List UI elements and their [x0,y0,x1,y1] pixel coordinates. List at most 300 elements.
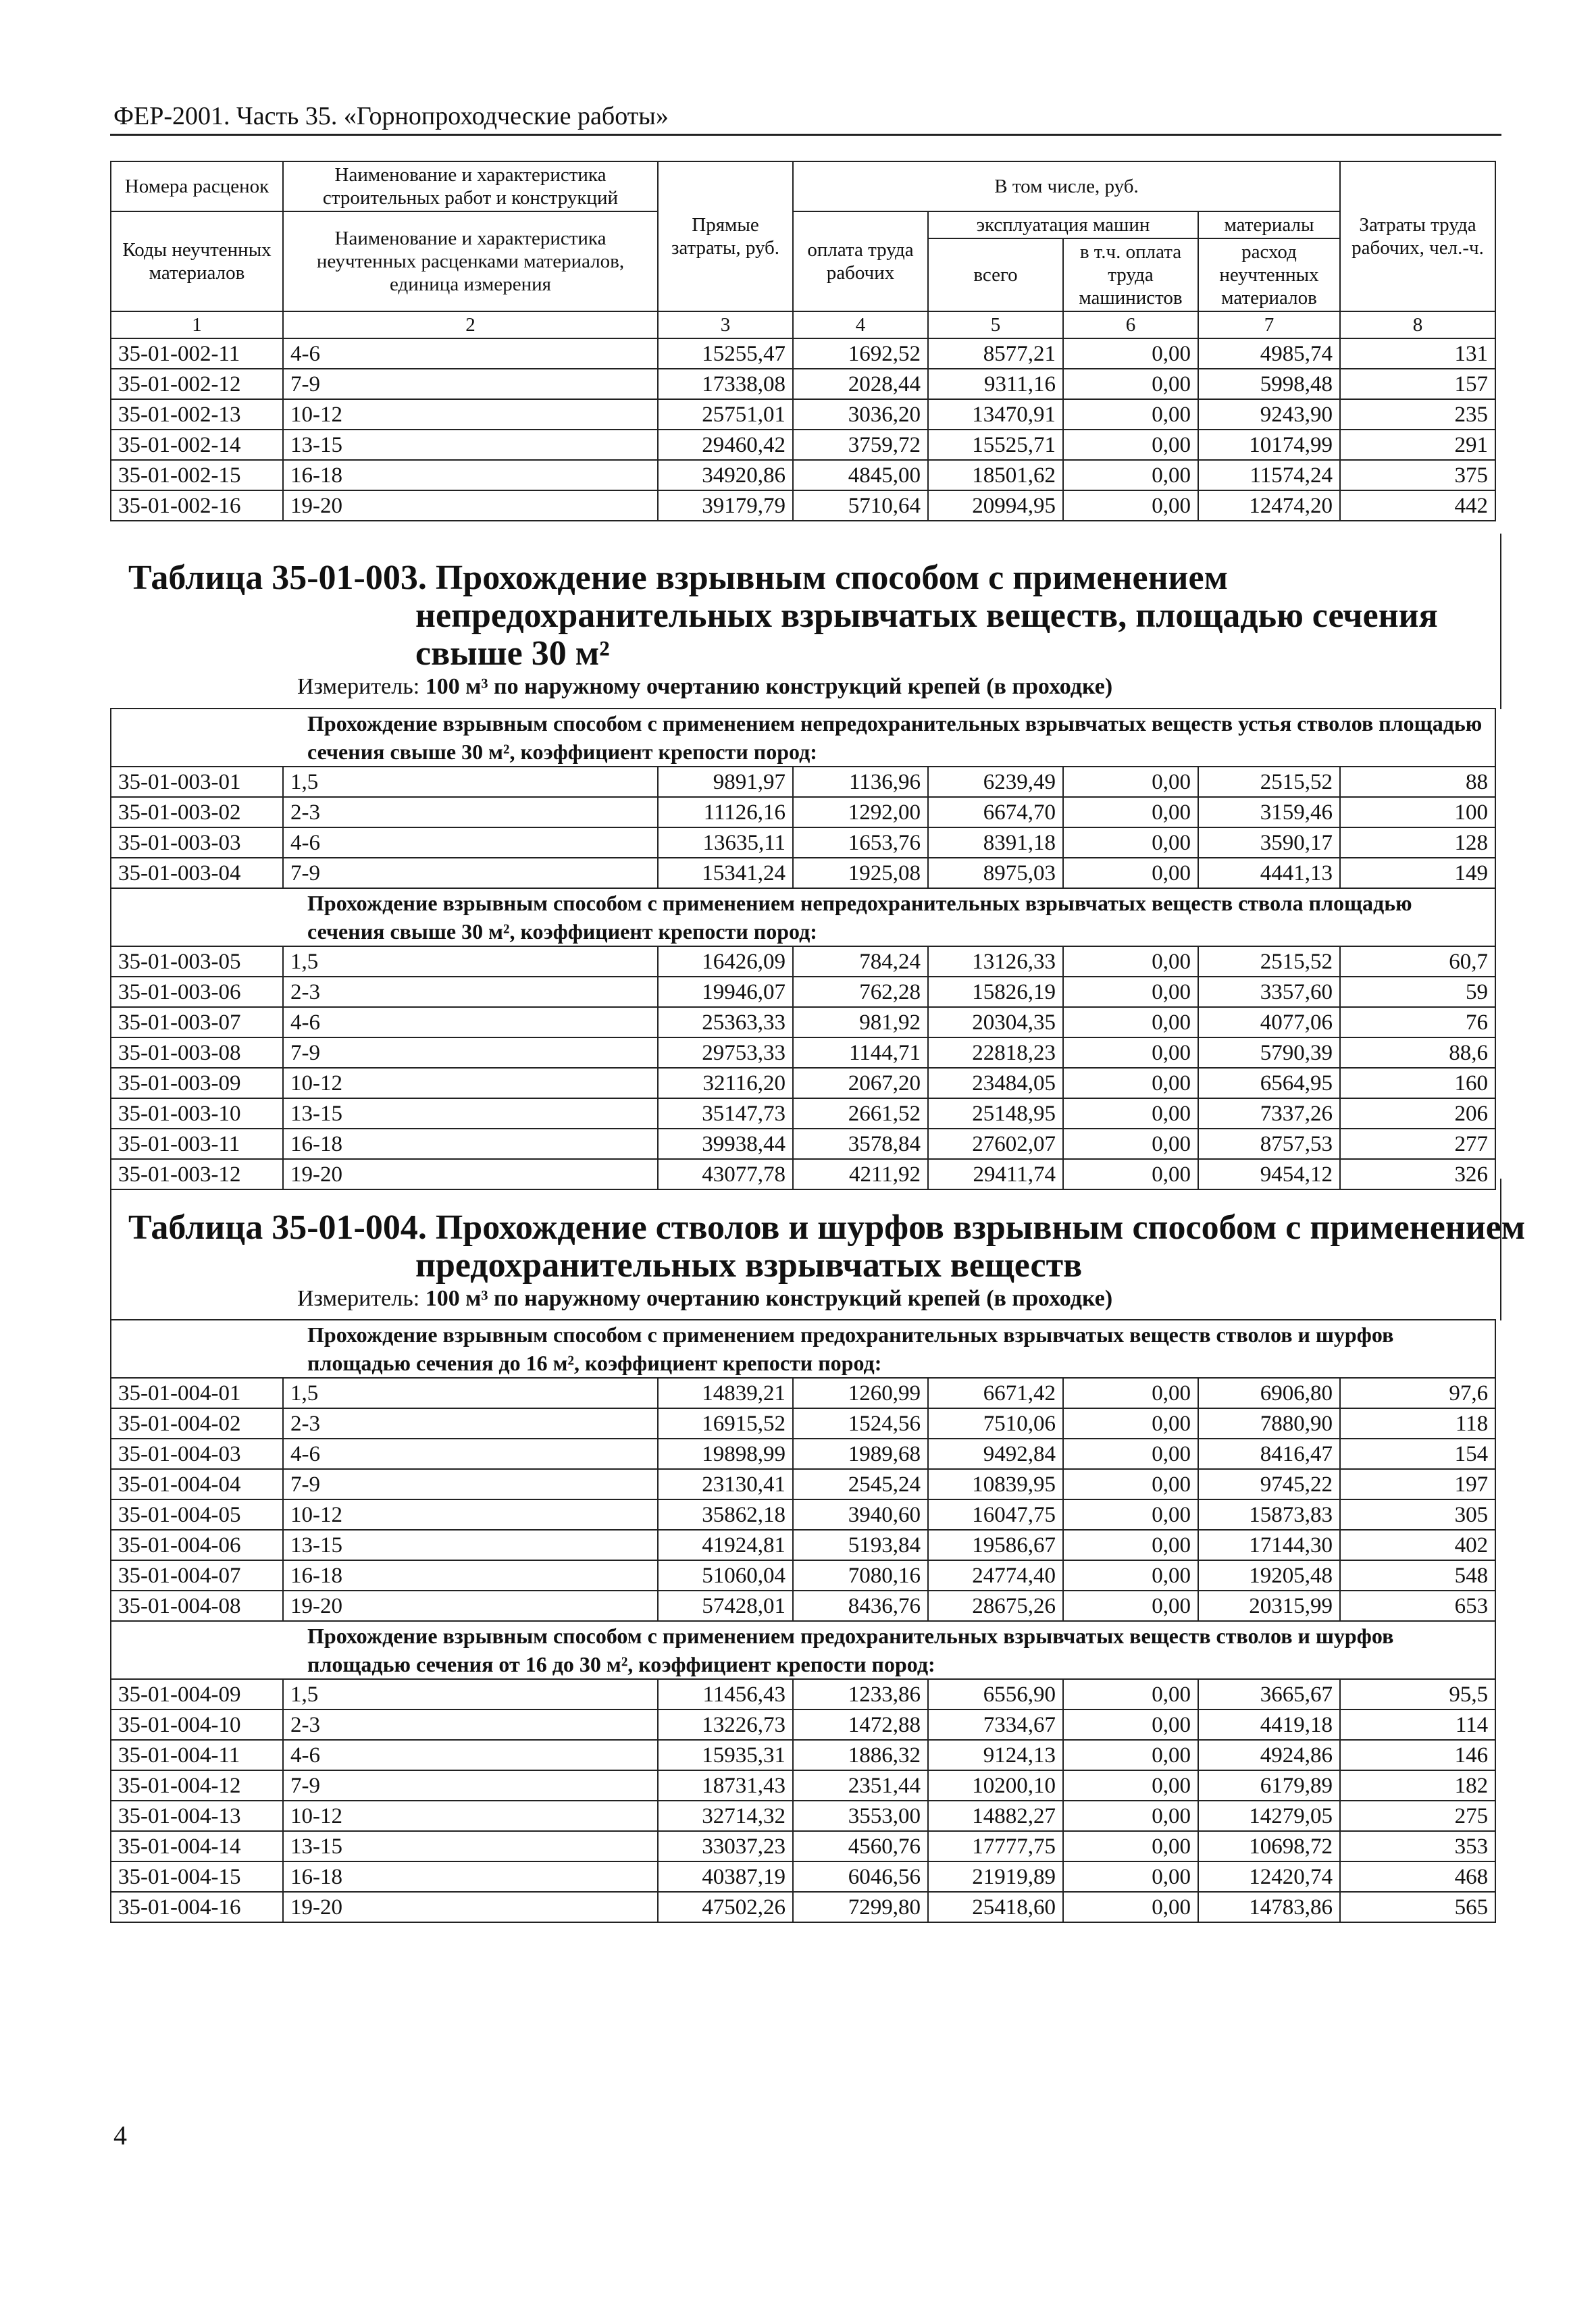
materials-cell: 17144,30 [1198,1530,1340,1560]
direct-costs-cell: 25751,01 [658,399,793,430]
rate-code-cell: 35-01-004-05 [111,1499,283,1530]
worker-pay-cell: 784,24 [793,946,928,977]
section-header [111,888,1495,946]
col-number-3: 3 [658,311,793,338]
section-header [111,1320,1495,1378]
worker-pay-cell: 8436,76 [793,1591,928,1621]
worker-pay-cell: 7080,16 [793,1560,928,1591]
table-row [111,977,1495,1007]
rate-code-cell: 35-01-003-06 [111,977,283,1007]
worker-pay-cell: 1144,71 [793,1037,928,1068]
section-header-text: Прохождение взрывным способом с применением предохранительных взрывчатых веществ стволов и шурфов площадью сечения от 16 до 30 м², коэффициент крепости пород: [111,1621,1495,1679]
header-col1-top: Номера расценок [111,161,283,211]
worker-pay-cell: 4211,92 [793,1159,928,1189]
rate-code-cell: 35-01-003-12 [111,1159,283,1189]
rock-hardness-cell: 2-3 [283,1709,658,1740]
operator-pay-cell: 0,00 [1063,797,1198,827]
direct-costs-cell: 35147,73 [658,1098,793,1129]
section-header-text: Прохождение взрывным способом с применением непредохранительных взрывчатых веществ ствола площадью сечения свыше 30 м², коэффициент крепости пород: [111,888,1495,946]
machines-total-cell: 20994,95 [928,490,1063,521]
operator-pay-cell: 0,00 [1063,1831,1198,1861]
direct-costs-cell: 16915,52 [658,1408,793,1439]
right-border-line [1500,534,1501,709]
rock-hardness-cell: 19-20 [283,1591,658,1621]
table-row [111,1037,1495,1068]
labor-costs-cell: 326 [1340,1159,1495,1189]
rock-hardness-cell: 4-6 [283,338,658,369]
rate-code-cell: 35-01-003-10 [111,1098,283,1129]
col-number-2: 2 [283,311,658,338]
labor-costs-cell: 157 [1340,369,1495,399]
rock-hardness-cell: 13-15 [283,1831,658,1861]
section-header [111,1621,1495,1679]
worker-pay-cell: 7299,80 [793,1892,928,1922]
rate-code-cell: 35-01-003-03 [111,827,283,858]
left-border-line [110,1179,111,1320]
table-003-measure [297,674,1112,700]
table-row [111,1560,1495,1591]
machines-total-cell: 6239,49 [928,767,1063,797]
rock-hardness-cell: 7-9 [283,369,658,399]
table-row [111,490,1495,521]
direct-costs-cell: 23130,41 [658,1469,793,1499]
table-row [111,1098,1495,1129]
rock-hardness-cell: 1,5 [283,1378,658,1408]
operator-pay-cell: 0,00 [1063,1007,1198,1037]
rate-code-cell: 35-01-004-09 [111,1679,283,1709]
worker-pay-cell: 1136,96 [793,767,928,797]
machines-total-cell: 9492,84 [928,1439,1063,1469]
operator-pay-cell: 0,00 [1063,1892,1198,1922]
table-row [111,1408,1495,1439]
labor-costs-cell: 60,7 [1340,946,1495,977]
header-machines-total: всего [928,238,1063,311]
rate-code-cell: 35-01-003-05 [111,946,283,977]
table-003-title: Таблица 35-01-003. Прохождение взрывным способом с применением [128,559,1229,597]
rate-code-cell: 35-01-004-03 [111,1439,283,1469]
machines-total-cell: 6556,90 [928,1679,1063,1709]
direct-costs-cell: 39938,44 [658,1129,793,1159]
materials-cell: 3159,46 [1198,797,1340,827]
rate-code-cell: 35-01-002-14 [111,430,283,460]
operator-pay-cell: 0,00 [1063,1770,1198,1801]
table-row [111,430,1495,460]
direct-costs-cell: 39179,79 [658,490,793,521]
rock-hardness-cell: 4-6 [283,1007,658,1037]
table-row [111,1801,1495,1831]
rate-code-cell: 35-01-004-16 [111,1892,283,1922]
worker-pay-cell: 2545,24 [793,1469,928,1499]
labor-costs-cell: 277 [1340,1129,1495,1159]
operator-pay-cell: 0,00 [1063,338,1198,369]
materials-cell: 9454,12 [1198,1159,1340,1189]
rock-hardness-cell: 16-18 [283,460,658,490]
machines-total-cell: 8391,18 [928,827,1063,858]
direct-costs-cell: 47502,26 [658,1892,793,1922]
materials-cell: 7880,90 [1198,1408,1340,1439]
worker-pay-cell: 1989,68 [793,1439,928,1469]
worker-pay-cell: 1472,88 [793,1709,928,1740]
rock-hardness-cell: 10-12 [283,1801,658,1831]
machines-total-cell: 8975,03 [928,858,1063,888]
table-003-title-line2: непредохранительных взрывчатых веществ, площадью сечения [415,596,1438,635]
direct-costs-cell: 32116,20 [658,1068,793,1098]
direct-costs-cell: 19898,99 [658,1439,793,1469]
labor-costs-cell: 95,5 [1340,1679,1495,1709]
labor-costs-cell: 353 [1340,1831,1495,1861]
direct-costs-cell: 34920,86 [658,460,793,490]
worker-pay-cell: 1653,76 [793,827,928,858]
labor-costs-cell: 154 [1340,1439,1495,1469]
rock-hardness-cell: 7-9 [283,1770,658,1801]
measure-label: Измеритель: [297,674,420,699]
rock-hardness-cell: 1,5 [283,767,658,797]
table-row [111,797,1495,827]
direct-costs-cell: 29753,33 [658,1037,793,1068]
operator-pay-cell: 0,00 [1063,1530,1198,1560]
header-unaccounted-materials: расход неучтенных материалов [1198,238,1340,311]
header-col2-bottom: Наименование и характеристика неучтенных расценками материалов, единица измерения [283,211,658,311]
materials-cell: 4077,06 [1198,1007,1340,1037]
rock-hardness-cell: 10-12 [283,1068,658,1098]
col-number-4: 4 [793,311,928,338]
table-row [111,1129,1495,1159]
table-row [111,1499,1495,1530]
rock-hardness-cell: 16-18 [283,1560,658,1591]
rate-code-cell: 35-01-003-07 [111,1007,283,1037]
operator-pay-cell: 0,00 [1063,1499,1198,1530]
worker-pay-cell: 3759,72 [793,430,928,460]
rock-hardness-cell: 1,5 [283,1679,658,1709]
machines-total-cell: 21919,89 [928,1861,1063,1892]
table-004 [110,1319,1496,1923]
rate-code-cell: 35-01-003-09 [111,1068,283,1098]
machines-total-cell: 27602,07 [928,1129,1063,1159]
rate-code-cell: 35-01-003-11 [111,1129,283,1159]
table-row [111,1770,1495,1801]
table-row [111,1679,1495,1709]
materials-cell: 5998,48 [1198,369,1340,399]
machines-total-cell: 25418,60 [928,1892,1063,1922]
labor-costs-cell: 305 [1340,1499,1495,1530]
direct-costs-cell: 15935,31 [658,1740,793,1770]
operator-pay-cell: 0,00 [1063,369,1198,399]
rock-hardness-cell: 4-6 [283,827,658,858]
machines-total-cell: 15525,71 [928,430,1063,460]
machines-total-cell: 22818,23 [928,1037,1063,1068]
rock-hardness-cell: 7-9 [283,1469,658,1499]
labor-costs-cell: 182 [1340,1770,1495,1801]
machines-total-cell: 15826,19 [928,977,1063,1007]
operator-pay-cell: 0,00 [1063,399,1198,430]
materials-cell: 4441,13 [1198,858,1340,888]
header-col2-top: Наименование и характеристика строительных работ и конструкций [283,161,658,211]
direct-costs-cell: 35862,18 [658,1499,793,1530]
table-004-title: Таблица 35-01-004. Прохождение стволов и шурфов взрывным способом с применением [128,1208,1526,1247]
rate-code-cell: 35-01-003-01 [111,767,283,797]
materials-cell: 8757,53 [1198,1129,1340,1159]
worker-pay-cell: 2351,44 [793,1770,928,1801]
direct-costs-cell: 25363,33 [658,1007,793,1037]
worker-pay-cell: 1925,08 [793,858,928,888]
worker-pay-cell: 3578,84 [793,1129,928,1159]
measure-label: Измеритель: [297,1286,420,1311]
materials-cell: 19205,48 [1198,1560,1340,1591]
page-number: 4 [113,2120,127,2151]
rate-code-cell: 35-01-004-04 [111,1469,283,1499]
labor-costs-cell: 291 [1340,430,1495,460]
machines-total-cell: 6671,42 [928,1378,1063,1408]
operator-pay-cell: 0,00 [1063,430,1198,460]
materials-cell: 8416,47 [1198,1439,1340,1469]
operator-pay-cell: 0,00 [1063,1469,1198,1499]
header-direct-costs: Прямые затраты, руб. [658,161,793,311]
table-row [111,369,1495,399]
table-row [111,1709,1495,1740]
col-number-6: 6 [1063,311,1198,338]
labor-costs-cell: 160 [1340,1068,1495,1098]
operator-pay-cell: 0,00 [1063,1591,1198,1621]
rock-hardness-cell: 13-15 [283,430,658,460]
header-operator-pay: в т.ч. оплата труда машинистов [1063,238,1198,311]
direct-costs-cell: 32714,32 [658,1801,793,1831]
table-row [111,399,1495,430]
rate-code-cell: 35-01-004-14 [111,1831,283,1861]
direct-costs-cell: 43077,78 [658,1159,793,1189]
table-row [111,946,1495,977]
section-header [111,709,1495,767]
labor-costs-cell: 88,6 [1340,1037,1495,1068]
materials-cell: 12420,74 [1198,1861,1340,1892]
machines-total-cell: 7334,67 [928,1709,1063,1740]
labor-costs-cell: 97,6 [1340,1378,1495,1408]
operator-pay-cell: 0,00 [1063,1679,1198,1709]
rate-code-cell: 35-01-004-11 [111,1740,283,1770]
rock-hardness-cell: 1,5 [283,946,658,977]
operator-pay-cell: 0,00 [1063,1408,1198,1439]
worker-pay-cell: 1524,56 [793,1408,928,1439]
rate-code-cell: 35-01-002-11 [111,338,283,369]
header-materials: материалы [1198,211,1340,238]
materials-cell: 10698,72 [1198,1831,1340,1861]
worker-pay-cell: 1260,99 [793,1378,928,1408]
col-number-7: 7 [1198,311,1340,338]
worker-pay-cell: 1292,00 [793,797,928,827]
operator-pay-cell: 0,00 [1063,977,1198,1007]
materials-cell: 3590,17 [1198,827,1340,858]
machines-total-cell: 25148,95 [928,1098,1063,1129]
labor-costs-cell: 375 [1340,460,1495,490]
operator-pay-cell: 0,00 [1063,1709,1198,1740]
labor-costs-cell: 402 [1340,1530,1495,1560]
table-row [111,827,1495,858]
labor-costs-cell: 275 [1340,1801,1495,1831]
operator-pay-cell: 0,00 [1063,1037,1198,1068]
labor-costs-cell: 146 [1340,1740,1495,1770]
direct-costs-cell: 51060,04 [658,1560,793,1591]
rate-code-cell: 35-01-003-04 [111,858,283,888]
labor-costs-cell: 131 [1340,338,1495,369]
materials-cell: 9243,90 [1198,399,1340,430]
machines-total-cell: 13470,91 [928,399,1063,430]
machines-total-cell: 9311,16 [928,369,1063,399]
table-row [111,1469,1495,1499]
direct-costs-cell: 17338,08 [658,369,793,399]
direct-costs-cell: 15341,24 [658,858,793,888]
materials-cell: 2515,52 [1198,946,1340,977]
materials-cell: 20315,99 [1198,1591,1340,1621]
worker-pay-cell: 2028,44 [793,369,928,399]
materials-cell: 3357,60 [1198,977,1340,1007]
worker-pay-cell: 2661,52 [793,1098,928,1129]
table-row [111,1892,1495,1922]
machines-total-cell: 23484,05 [928,1068,1063,1098]
rock-hardness-cell: 13-15 [283,1530,658,1560]
labor-costs-cell: 88 [1340,767,1495,797]
measure-text: 100 м³ по наружному очертанию конструкций крепей (в проходке) [425,674,1113,699]
materials-cell: 11574,24 [1198,460,1340,490]
machines-total-cell: 20304,35 [928,1007,1063,1037]
operator-pay-cell: 0,00 [1063,1861,1198,1892]
worker-pay-cell: 981,92 [793,1007,928,1037]
table-row [111,1159,1495,1189]
worker-pay-cell: 4560,76 [793,1831,928,1861]
rate-code-cell: 35-01-004-07 [111,1560,283,1591]
operator-pay-cell: 0,00 [1063,1378,1198,1408]
table-row [111,1591,1495,1621]
rock-hardness-cell: 4-6 [283,1740,658,1770]
machines-total-cell: 10839,95 [928,1469,1063,1499]
header-worker-pay: оплата труда рабочих [793,211,928,311]
page-header: ФЕР-2001. Часть 35. «Горнопроходческие работы» [113,102,669,130]
header-rule [110,134,1501,136]
rate-code-cell: 35-01-004-10 [111,1709,283,1740]
labor-costs-cell: 76 [1340,1007,1495,1037]
machines-total-cell: 16047,75 [928,1499,1063,1530]
col-number-1: 1 [111,311,283,338]
rock-hardness-cell: 7-9 [283,858,658,888]
worker-pay-cell: 5710,64 [793,490,928,521]
col-number-8: 8 [1340,311,1495,338]
table-row [111,767,1495,797]
table-003 [110,708,1496,1190]
section-header-text: Прохождение взрывным способом с применением непредохранительных взрывчатых веществ устья стволов площадью сечения свыше 30 м², коэффициент крепости пород: [111,709,1495,767]
header-labor-costs: Затраты труда рабочих, чел.-ч. [1340,161,1495,311]
operator-pay-cell: 0,00 [1063,1068,1198,1098]
machines-total-cell: 9124,13 [928,1740,1063,1770]
worker-pay-cell: 4845,00 [793,460,928,490]
materials-cell: 4985,74 [1198,338,1340,369]
labor-costs-cell: 114 [1340,1709,1495,1740]
labor-costs-cell: 653 [1340,1591,1495,1621]
materials-cell: 12474,20 [1198,490,1340,521]
rock-hardness-cell: 10-12 [283,1499,658,1530]
rate-code-cell: 35-01-004-06 [111,1530,283,1560]
operator-pay-cell: 0,00 [1063,490,1198,521]
rate-code-cell: 35-01-004-13 [111,1801,283,1831]
table-004-measure [297,1286,1112,1312]
direct-costs-cell: 13635,11 [658,827,793,858]
materials-cell: 5790,39 [1198,1037,1340,1068]
materials-cell: 15873,83 [1198,1499,1340,1530]
machines-total-cell: 13126,33 [928,946,1063,977]
machines-total-cell: 18501,62 [928,460,1063,490]
machines-total-cell: 17777,75 [928,1831,1063,1861]
labor-costs-cell: 468 [1340,1861,1495,1892]
direct-costs-cell: 57428,01 [658,1591,793,1621]
section-header-text: Прохождение взрывным способом с применением предохранительных взрывчатых веществ стволов и шурфов площадью сечения до 16 м², коэффициент крепости пород: [111,1320,1495,1378]
operator-pay-cell: 0,00 [1063,767,1198,797]
header-machines: эксплуатация машин [928,211,1198,238]
materials-cell: 6179,89 [1198,1770,1340,1801]
direct-costs-cell: 18731,43 [658,1770,793,1801]
materials-cell: 10174,99 [1198,430,1340,460]
header-including: В том числе, руб. [793,161,1340,211]
materials-cell: 9745,22 [1198,1469,1340,1499]
table-row [111,1068,1495,1098]
rate-code-cell: 35-01-003-02 [111,797,283,827]
direct-costs-cell: 33037,23 [658,1831,793,1861]
rate-code-cell: 35-01-004-12 [111,1770,283,1801]
direct-costs-cell: 16426,09 [658,946,793,977]
rate-code-cell: 35-01-003-08 [111,1037,283,1068]
worker-pay-cell: 1233,86 [793,1679,928,1709]
operator-pay-cell: 0,00 [1063,1740,1198,1770]
worker-pay-cell: 3940,60 [793,1499,928,1530]
rock-hardness-cell: 2-3 [283,1408,658,1439]
operator-pay-cell: 0,00 [1063,1129,1198,1159]
direct-costs-cell: 15255,47 [658,338,793,369]
labor-costs-cell: 128 [1340,827,1495,858]
table-003-title-line3: свыше 30 м² [415,634,610,673]
operator-pay-cell: 0,00 [1063,946,1198,977]
table-row [111,1861,1495,1892]
operator-pay-cell: 0,00 [1063,1159,1198,1189]
labor-costs-cell: 59 [1340,977,1495,1007]
direct-costs-cell: 11126,16 [658,797,793,827]
right-border-line [1500,1179,1501,1320]
worker-pay-cell: 3553,00 [793,1801,928,1831]
rock-hardness-cell: 4-6 [283,1439,658,1469]
table-row [111,338,1495,369]
rock-hardness-cell: 2-3 [283,977,658,1007]
machines-total-cell: 28675,26 [928,1591,1063,1621]
operator-pay-cell: 0,00 [1063,1560,1198,1591]
rock-hardness-cell: 16-18 [283,1129,658,1159]
operator-pay-cell: 0,00 [1063,858,1198,888]
machines-total-cell: 8577,21 [928,338,1063,369]
table-row [111,1740,1495,1770]
worker-pay-cell: 6046,56 [793,1861,928,1892]
rate-code-cell: 35-01-002-16 [111,490,283,521]
rock-hardness-cell: 2-3 [283,797,658,827]
materials-cell: 4924,86 [1198,1740,1340,1770]
machines-total-cell: 6674,70 [928,797,1063,827]
machines-total-cell: 10200,10 [928,1770,1063,1801]
table-row [111,1831,1495,1861]
materials-cell: 4419,18 [1198,1709,1340,1740]
materials-cell: 2515,52 [1198,767,1340,797]
operator-pay-cell: 0,00 [1063,1801,1198,1831]
rate-code-cell: 35-01-004-01 [111,1378,283,1408]
labor-costs-cell: 118 [1340,1408,1495,1439]
rock-hardness-cell: 10-12 [283,399,658,430]
machines-total-cell: 24774,40 [928,1560,1063,1591]
direct-costs-cell: 11456,43 [658,1679,793,1709]
worker-pay-cell: 762,28 [793,977,928,1007]
operator-pay-cell: 0,00 [1063,827,1198,858]
labor-costs-cell: 197 [1340,1469,1495,1499]
